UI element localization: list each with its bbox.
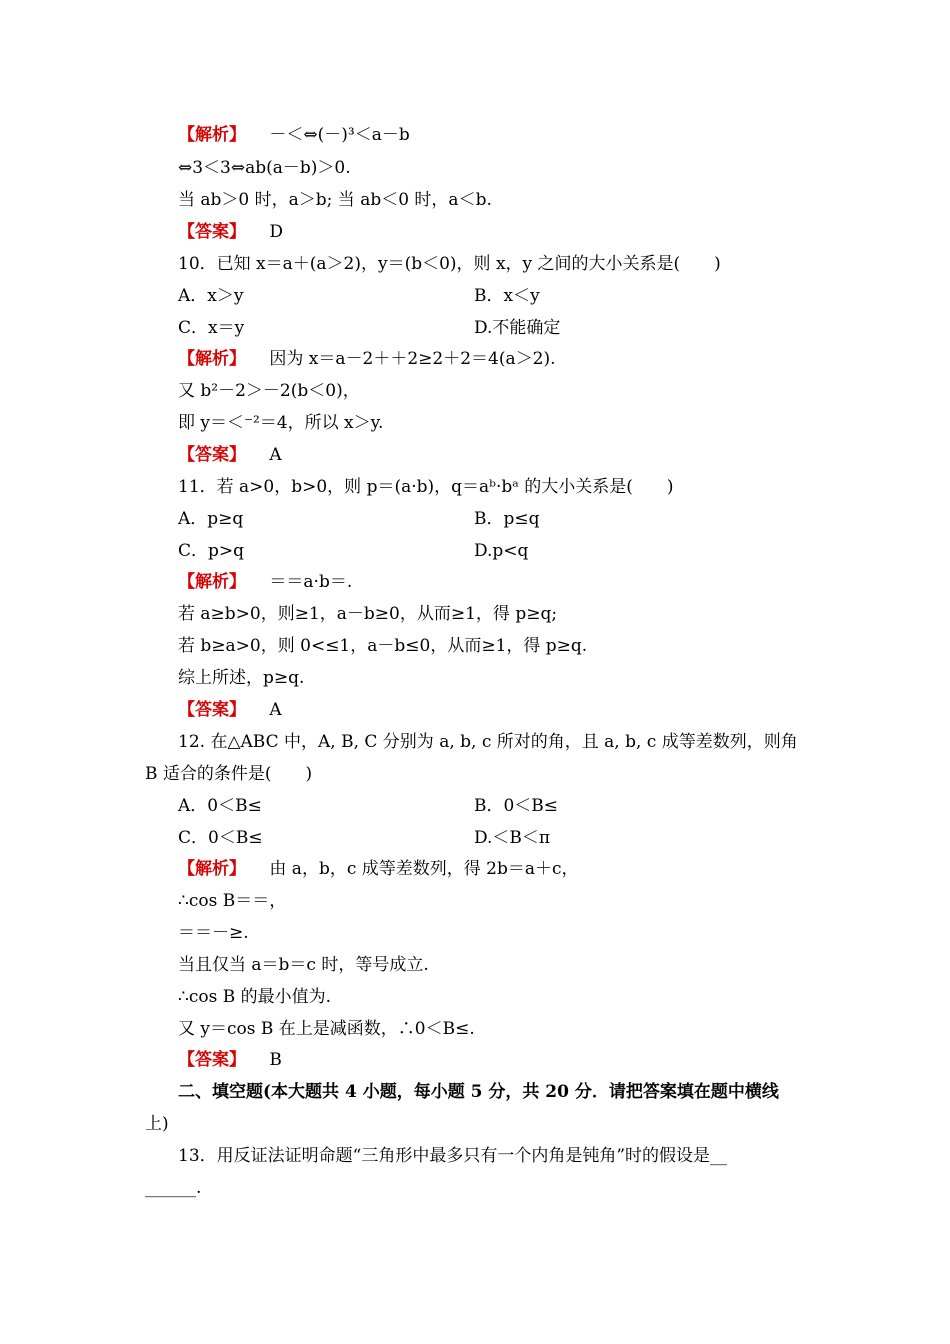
solution-text: ＝＝a·b＝. bbox=[269, 572, 353, 592]
answer-9 bbox=[178, 221, 283, 243]
solution-12-line-6: 又 y＝cos B 在上是减函数，∴0＜B≤. bbox=[178, 1019, 475, 1039]
solution-10-line-1 bbox=[178, 348, 555, 370]
answer-12 bbox=[178, 1049, 282, 1071]
answer-value: D bbox=[269, 222, 284, 242]
analysis-tag: 【解析】 bbox=[178, 572, 246, 592]
solution-11-line-1 bbox=[178, 571, 352, 593]
option-10-c: C．x＝y bbox=[178, 318, 245, 338]
option-11-c: C．p>q bbox=[178, 541, 245, 561]
solution-11-line-3: 若 b≥a>0，则 0<≤1，a－b≤0，从而≥1，得 p≥q. bbox=[178, 636, 588, 656]
option-12-c: C．0＜B≤ bbox=[178, 828, 263, 848]
answer-tag: 【答案】 bbox=[178, 1050, 246, 1070]
solution-9-line-1 bbox=[178, 124, 410, 146]
question-13-line-1: 13．用反证法证明命题“三角形中最多只有一个内角是钝角”时的假设是__ bbox=[178, 1146, 728, 1166]
solution-text: －＜⇔(－)³＜a－b bbox=[269, 125, 410, 145]
solution-11-line-2: 若 a≥b>0，则≥1，a－b≥0，从而≥1，得 p≥q; bbox=[178, 604, 558, 624]
answer-value: A bbox=[269, 445, 282, 465]
option-10-b: B．x＜y bbox=[474, 286, 540, 306]
solution-9-line-3: 当 ab＞0 时，a＞b; 当 ab＜0 时，a＜b. bbox=[178, 190, 492, 210]
option-12-b: B．0＜B≤ bbox=[474, 796, 559, 816]
analysis-tag: 【解析】 bbox=[178, 125, 246, 145]
option-10-a: A．x＞y bbox=[178, 286, 244, 306]
option-12-a: A．0＜B≤ bbox=[178, 796, 262, 816]
solution-12-line-5: ∴cos B 的最小值为. bbox=[178, 987, 331, 1007]
answer-tag: 【答案】 bbox=[178, 445, 246, 465]
option-10-d: D.不能确定 bbox=[474, 318, 561, 338]
question-12-line-1: 12. 在△ABC 中，A, B, C 分别为 a, b, c 所对的角，且 a, b, c 成等差数列，则角 bbox=[178, 732, 798, 752]
solution-12-line-1 bbox=[178, 858, 579, 880]
question-11: 11．若 a>0，b>0，则 p＝(a·b)，q＝aᵇ·bᵃ 的大小关系是( ) bbox=[178, 477, 674, 497]
option-12-d: D.＜B＜π bbox=[474, 828, 551, 848]
option-11-b: B．p≤q bbox=[474, 509, 540, 529]
solution-10-line-2: 又 b²－2＞－2(b＜0)， bbox=[178, 381, 360, 401]
solution-10-line-3: 即 y＝＜⁻²＝4，所以 x＞y. bbox=[178, 413, 384, 433]
solution-12-line-4: 当且仅当 a＝b＝c 时，等号成立. bbox=[178, 955, 429, 975]
solution-12-line-2: ∴cos B＝＝， bbox=[178, 891, 287, 911]
solution-11-line-4: 综上所述，p≥q. bbox=[178, 668, 305, 688]
solution-9-line-2: ⇔3＜3⇔ab(a－b)＞0. bbox=[178, 158, 351, 178]
answer-value: B bbox=[269, 1050, 282, 1070]
answer-tag: 【答案】 bbox=[178, 700, 246, 720]
solution-text: 因为 x＝a－2＋＋2≥2＋2＝4(a＞2). bbox=[269, 349, 556, 369]
question-10: 10．已知 x＝a＋(a＞2)，y＝(b＜0)，则 x，y 之间的大小关系是( ) bbox=[178, 254, 721, 274]
answer-value: A bbox=[269, 700, 282, 720]
solution-12-line-3: ＝＝－≥. bbox=[178, 923, 249, 943]
analysis-tag: 【解析】 bbox=[178, 859, 246, 879]
section-heading-cont: 上) bbox=[145, 1114, 169, 1134]
option-11-d: D.p<q bbox=[474, 541, 529, 561]
answer-tag: 【答案】 bbox=[178, 222, 246, 242]
question-12-line-2: B 适合的条件是( ) bbox=[145, 764, 313, 784]
analysis-tag: 【解析】 bbox=[178, 349, 246, 369]
solution-text: 由 a，b，c 成等差数列，得 2b＝a＋c， bbox=[269, 859, 579, 879]
section-heading: 二、填空题(本大题共 4 小题，每小题 5 分，共 20 分．请把答案填在题中横线 bbox=[178, 1082, 779, 1102]
option-11-a: A．p≥q bbox=[178, 509, 244, 529]
question-13-line-2: ______. bbox=[145, 1178, 202, 1198]
answer-10 bbox=[178, 444, 282, 466]
answer-11 bbox=[178, 699, 282, 721]
